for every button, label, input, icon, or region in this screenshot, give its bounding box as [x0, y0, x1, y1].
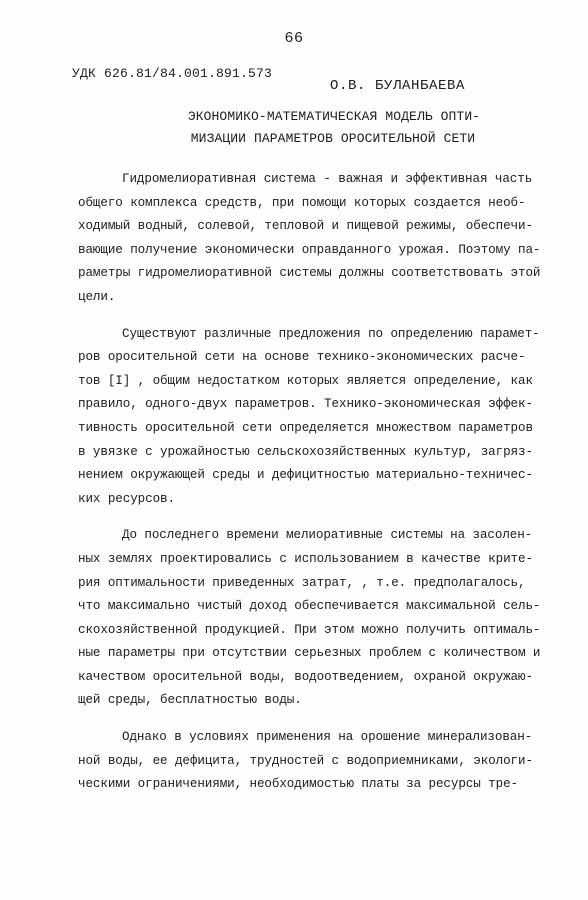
text-line: в увязке с урожайностью сельскохозяйственных культур, загряз-: [78, 444, 533, 459]
text-line: нением окружающей среды и дефицитностью материально-техничес-: [78, 468, 533, 483]
text-line: ходимый водный, солевой, тепловой и пищевой режимы, обеспечи-: [78, 219, 533, 234]
text-line: правило, одного-двух параметров. Технико-экономическая эффек-: [78, 397, 533, 412]
text-line: раметры гидромелиоративной системы должны соответствовать этой: [78, 266, 541, 281]
text-line: До последнего времени мелиоративные системы на засолен-: [122, 528, 533, 543]
text-line: Однако в условиях применения на орошение минерализован-: [122, 730, 533, 745]
text-line: вающие получение экономически оправданного урожая. Поэтому па-: [78, 242, 541, 257]
text-line: тивность оросительной сети определяется множеством параметров: [78, 420, 533, 435]
text-line: общего комплекса средств, при помощи которых создается необ-: [78, 195, 526, 210]
article-title: [0, 106, 588, 150]
text-line: ров оросительной сети на основе технико-экономических расче-: [78, 350, 526, 365]
text-line: что максимально чистый доход обеспечивается максимальной сель-: [78, 599, 541, 614]
article-body: [78, 168, 558, 810]
title-line: ЭКОНОМИКО-МАТЕМАТИЧЕСКАЯ МОДЕЛЬ ОПТИ-: [187, 109, 481, 124]
title-line: МИЗАЦИИ ПАРАМЕТРОВ ОРОСИТЕЛЬНОЙ СЕТИ: [190, 131, 476, 146]
text-line: ных землях проектировались с использованием в качестве крите-: [78, 551, 533, 566]
text-line: ные параметры при отсутствии серьезных проблем с количеством и: [78, 646, 541, 661]
text-line: ной воды, ее дефицита, трудностей с водоприемниками, экологи-: [78, 753, 533, 768]
text-line: скохозяйственной продукцией. При этом можно получить оптималь-: [78, 622, 541, 637]
text-line: щей среды, бесплатностью воды.: [78, 693, 302, 708]
paragraph: [78, 524, 558, 713]
author-name: О.В. БУЛАНБАЕВА: [330, 78, 466, 94]
text-line: цели.: [78, 289, 116, 304]
text-line: Гидромелиоративная система - важная и эффективная часть: [122, 172, 533, 186]
paragraph: [78, 323, 558, 512]
text-line: ческими ограничениями, необходимостью платы за ресурсы тре-: [78, 777, 518, 792]
text-line: ких ресурсов.: [78, 491, 175, 506]
text-line: рия оптимальности приведенных затрат, , т.е. предполагалось,: [78, 575, 526, 590]
text-line: тов [I] , общим недостатком которых является определение, как: [78, 373, 533, 388]
text-line: Существуют различные предложения по определению парамет-: [122, 326, 540, 341]
paragraph: [78, 726, 558, 797]
text-line: качеством оросительной воды, водоотведением, охраной окружаю-: [78, 669, 533, 684]
paragraph: [78, 168, 558, 310]
udc-code: УДК 626.81/84.001.891.573: [72, 66, 273, 81]
page-number: 66: [284, 30, 304, 47]
